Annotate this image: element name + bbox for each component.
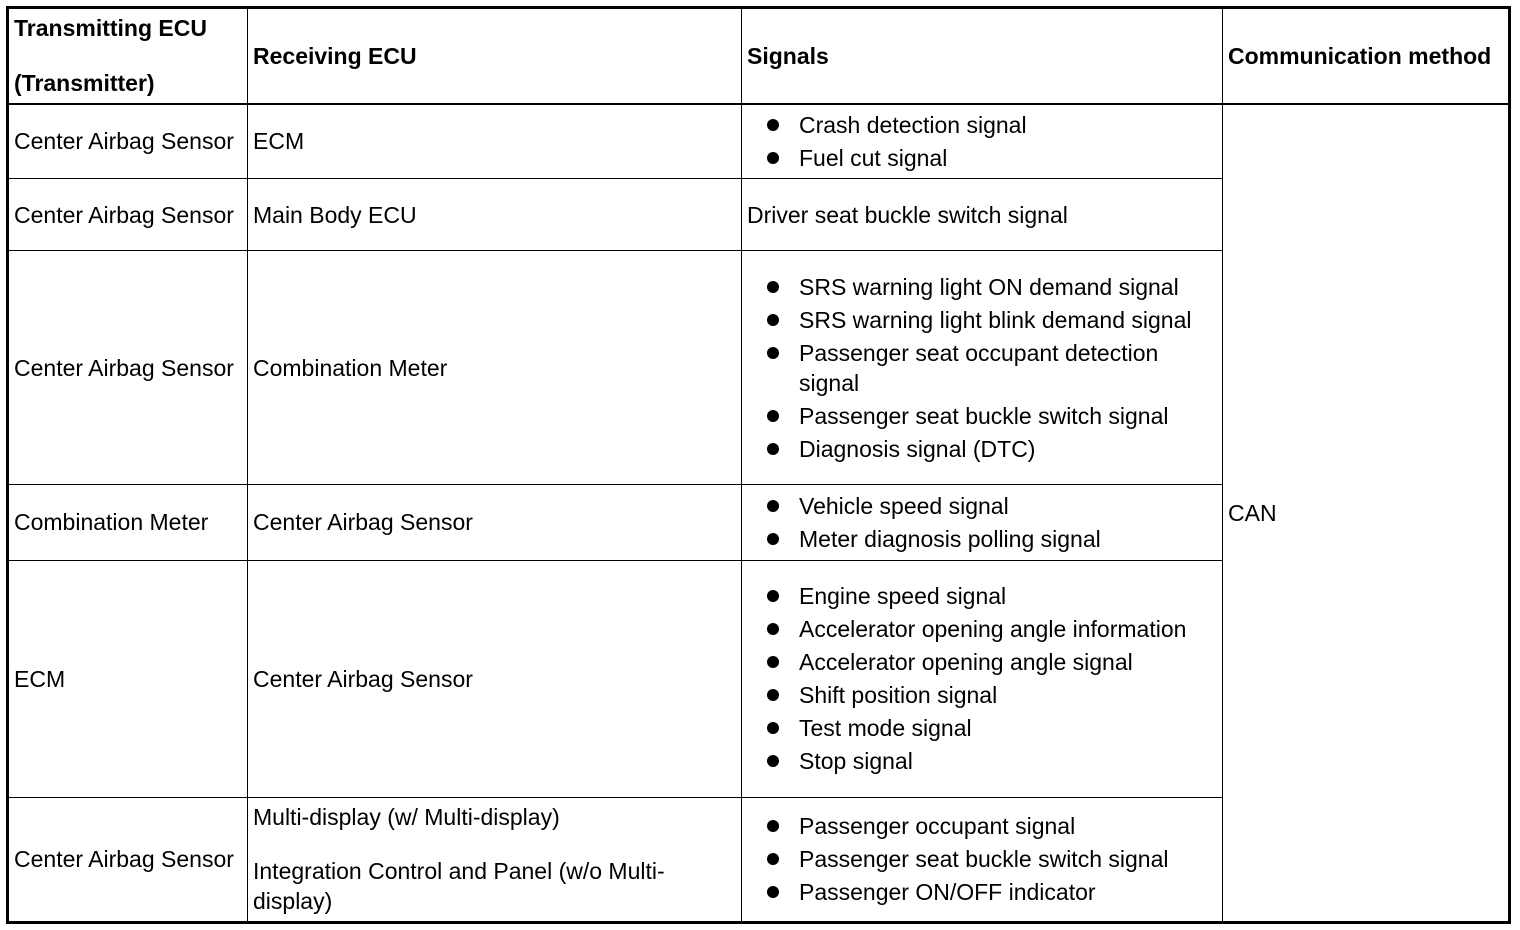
receiver-line: Multi-display (w/ Multi-display): [253, 804, 560, 831]
transmitter-cell: ECM: [8, 560, 248, 797]
receiver-cell: Center Airbag Sensor: [248, 485, 742, 560]
header-gap: [14, 42, 242, 70]
header-signals: Signals: [742, 8, 1223, 104]
receiver-line: Integration Control and Panel (w/o Multi-display): [253, 858, 665, 915]
signal-item: Diagnosis signal (DTC): [747, 434, 1217, 464]
signal-item: Fuel cut signal: [747, 143, 1217, 173]
header-transmitting-ecu: [8, 8, 248, 104]
signals-cell: [742, 485, 1223, 560]
signal-item: Passenger seat occupant detection signal: [747, 338, 1217, 398]
receiver-cell: [248, 797, 742, 922]
header-transmitting-ecu-line2: (Transmitter): [14, 69, 155, 96]
header-transmitting-ecu-line1: Transmitting ECU: [14, 14, 207, 41]
receiver-cell: Combination Meter: [248, 251, 742, 485]
signal-list: [747, 581, 1217, 776]
header-receiving-ecu: Receiving ECU: [248, 8, 742, 104]
signal-item: Passenger seat buckle switch signal: [747, 401, 1217, 431]
receiver-gap: [253, 832, 736, 856]
signal-item: Test mode signal: [747, 713, 1217, 743]
receiver-cell: ECM: [248, 104, 742, 179]
signals-cell: Driver seat buckle switch signal: [742, 179, 1223, 251]
signal-item: Shift position signal: [747, 680, 1217, 710]
transmitter-cell: Center Airbag Sensor: [8, 179, 248, 251]
signal-item: Accelerator opening angle information: [747, 614, 1217, 644]
signal-item: Accelerator opening angle signal: [747, 647, 1217, 677]
signals-cell: [742, 797, 1223, 922]
communication-method-cell: CAN: [1223, 104, 1510, 923]
signal-item: Stop signal: [747, 746, 1217, 776]
signal-item: Crash detection signal: [747, 110, 1217, 140]
transmitter-cell: Combination Meter: [8, 485, 248, 560]
signal-item: Passenger seat buckle switch signal: [747, 844, 1217, 874]
table-row: [8, 104, 1510, 179]
signal-list: [747, 811, 1217, 907]
signal-item: Passenger occupant signal: [747, 811, 1217, 841]
signal-item: SRS warning light ON demand signal: [747, 272, 1217, 302]
signal-list: [747, 491, 1217, 554]
signal-item: Engine speed signal: [747, 581, 1217, 611]
receiver-cell: Main Body ECU: [248, 179, 742, 251]
table-header-row: [8, 8, 1510, 104]
signal-item: SRS warning light blink demand signal: [747, 305, 1217, 335]
signals-cell: [742, 251, 1223, 485]
signals-cell: [742, 560, 1223, 797]
transmitter-cell: Center Airbag Sensor: [8, 797, 248, 922]
signal-list: [747, 110, 1217, 173]
header-communication-method: Communication method: [1223, 8, 1510, 104]
signal-item: Meter diagnosis polling signal: [747, 524, 1217, 554]
signal-item: Passenger ON/OFF indicator: [747, 877, 1217, 907]
transmitter-cell: Center Airbag Sensor: [8, 251, 248, 485]
receiver-cell: Center Airbag Sensor: [248, 560, 742, 797]
ecu-communication-table: [6, 6, 1511, 924]
signals-cell: [742, 104, 1223, 179]
transmitter-cell: Center Airbag Sensor: [8, 104, 248, 179]
signal-item: Vehicle speed signal: [747, 491, 1217, 521]
signal-list: [747, 272, 1217, 464]
